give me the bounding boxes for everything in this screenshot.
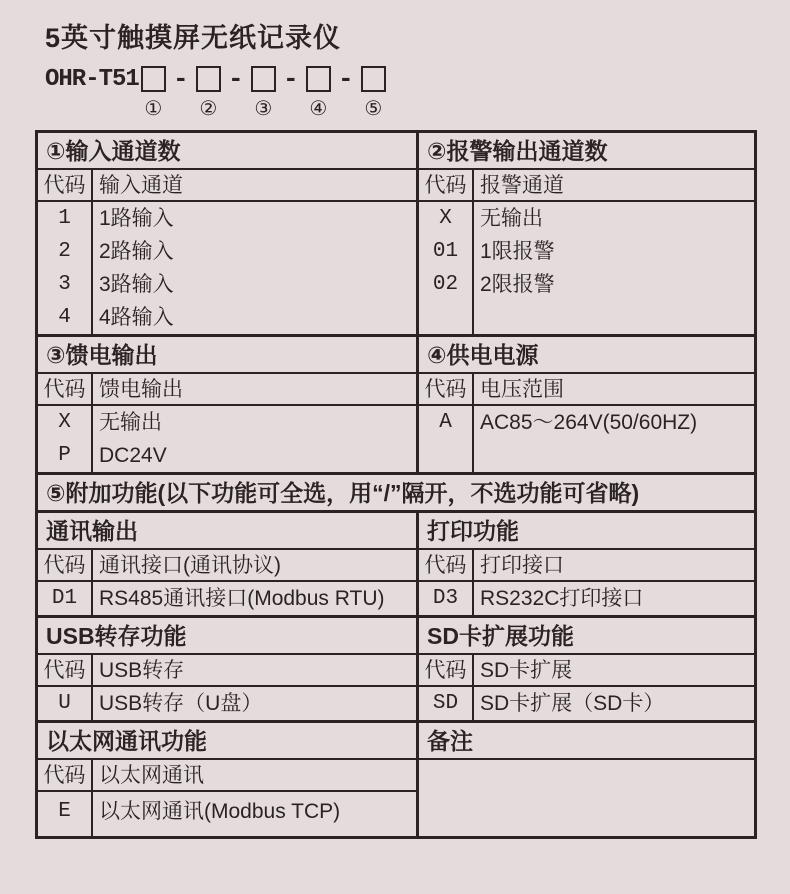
section-sd-expansion	[419, 618, 754, 720]
column-header-row	[419, 550, 754, 582]
code-box-4	[306, 66, 331, 92]
code-column	[38, 406, 93, 472]
section-rows	[38, 687, 416, 720]
desc-column-header: 打印接口	[480, 554, 564, 577]
code-column	[38, 582, 93, 615]
code-value: P	[58, 444, 71, 467]
code-column	[419, 406, 474, 472]
column-header-row	[419, 170, 754, 202]
code-column	[38, 202, 93, 334]
position-label-3: ③	[254, 96, 273, 120]
code-box-2	[196, 66, 221, 92]
section-rows	[419, 406, 754, 472]
code-value: 1	[58, 207, 71, 230]
code-column-header: 代码	[38, 550, 93, 580]
section-rows	[38, 406, 416, 472]
desc-value: 2限报警	[480, 273, 555, 296]
position-label-1: ①	[144, 96, 163, 120]
position-label-4: ④	[309, 96, 328, 120]
section-rows	[419, 202, 754, 334]
desc-column-header: SD卡扩展	[480, 659, 573, 682]
code-column	[419, 582, 474, 615]
code-column	[419, 687, 474, 720]
desc-value: 3路输入	[99, 273, 174, 296]
section-input-channels	[38, 133, 419, 334]
section-title: ①输入通道数	[38, 133, 416, 170]
column-header-row	[38, 550, 416, 582]
section-title: ②报警输出通道数	[419, 133, 754, 170]
page-title: 5英寸触摸屏无纸记录仪	[45, 23, 342, 53]
code-value: X	[439, 207, 452, 230]
desc-column	[93, 792, 416, 836]
desc-column	[93, 406, 416, 472]
code-column-header: 代码	[38, 170, 93, 200]
desc-value: 无输出	[480, 207, 543, 230]
section-remarks	[419, 723, 754, 836]
desc-value: 1路输入	[99, 207, 174, 230]
code-column	[419, 202, 474, 334]
section-print-function	[419, 513, 754, 615]
section-alarm-channels	[419, 133, 754, 334]
code-slot-4	[306, 66, 331, 119]
code-column-header: 代码	[38, 374, 93, 404]
code-value: E	[58, 800, 71, 823]
dash-separator: -	[228, 64, 244, 94]
code-column-header: 代码	[419, 170, 474, 200]
section-title: 备注	[419, 723, 754, 760]
addon-functions-header: ⑤附加功能(以下功能可全选，用“/”隔开，不选功能可省略)	[38, 475, 754, 513]
section-title: 通讯输出	[38, 513, 416, 550]
code-column-header: 代码	[419, 550, 474, 580]
desc-column	[474, 582, 754, 615]
position-label-5: ⑤	[364, 96, 383, 120]
desc-value: 以太网通讯(Modbus TCP)	[99, 800, 341, 823]
desc-value: SD卡扩展（SD卡）	[480, 692, 665, 715]
code-column-header: 代码	[419, 655, 474, 685]
code-value: 01	[432, 240, 459, 263]
column-header-row	[38, 374, 416, 406]
section-title: 以太网通讯功能	[38, 723, 416, 760]
desc-column	[474, 687, 754, 720]
code-column-header: 代码	[419, 374, 474, 404]
desc-column-header: 馈电输出	[99, 378, 183, 401]
desc-column	[474, 202, 754, 334]
desc-value: 2路输入	[99, 240, 174, 263]
remarks-empty-area	[419, 760, 754, 836]
code-slot-3	[251, 66, 276, 119]
section-power-supply	[419, 337, 754, 472]
section-title: 打印功能	[419, 513, 754, 550]
desc-column-header: 报警通道	[480, 174, 564, 197]
code-value: 3	[58, 273, 71, 296]
desc-value: AC85～264V(50/60HZ)	[480, 411, 698, 434]
model-prefix: OHR-T51	[45, 66, 139, 93]
code-column	[38, 792, 93, 836]
desc-value: 4路输入	[99, 306, 174, 329]
table-row-pair-1	[38, 133, 754, 337]
column-header-row	[419, 374, 754, 406]
ordering-spec-table	[35, 130, 757, 839]
desc-column-header: 电压范围	[480, 378, 564, 401]
code-value: X	[58, 411, 71, 434]
table-row-pair-5	[38, 723, 754, 836]
code-value: SD	[432, 692, 459, 715]
desc-column-header: 通讯接口(通讯协议)	[99, 554, 281, 577]
code-column-header: 代码	[38, 760, 93, 790]
desc-value: RS485通讯接口(Modbus RTU)	[99, 587, 385, 610]
code-box-5	[361, 66, 386, 92]
code-value: D3	[432, 587, 459, 610]
code-slot-5	[361, 66, 386, 119]
section-rows	[419, 582, 754, 615]
code-value: U	[58, 692, 71, 715]
section-title: USB转存功能	[38, 618, 416, 655]
section-rows	[38, 202, 416, 334]
code-value: 2	[58, 240, 71, 263]
desc-value: 1限报警	[480, 240, 555, 263]
section-ethernet-comm	[38, 723, 419, 836]
code-value: 02	[432, 273, 459, 296]
desc-column-header: USB转存	[99, 659, 185, 682]
code-box-1	[141, 66, 166, 92]
code-box-3	[251, 66, 276, 92]
section-title: ④供电电源	[419, 337, 754, 374]
dash-separator: -	[283, 64, 299, 94]
desc-value: DC24V	[99, 444, 167, 467]
code-column-header: 代码	[38, 655, 93, 685]
desc-column-header: 输入通道	[99, 174, 183, 197]
desc-value: RS232C打印接口	[480, 587, 644, 610]
section-rows	[38, 792, 416, 836]
code-slot-2	[196, 66, 221, 119]
table-row-pair-3	[38, 513, 754, 618]
section-title: SD卡扩展功能	[419, 618, 754, 655]
table-row-pair-4	[38, 618, 754, 723]
column-header-row	[38, 760, 416, 792]
desc-value: USB转存（U盘）	[99, 692, 263, 715]
column-header-row	[419, 655, 754, 687]
desc-column-header: 以太网通讯	[99, 764, 204, 787]
desc-value: 无输出	[99, 411, 162, 434]
code-value: D1	[51, 587, 78, 610]
code-value: 4	[58, 306, 71, 329]
dash-separator: -	[173, 64, 189, 94]
section-comm-output	[38, 513, 419, 615]
section-rows	[38, 582, 416, 615]
section-rows	[419, 687, 754, 720]
section-usb-transfer	[38, 618, 419, 720]
column-header-row	[38, 655, 416, 687]
position-label-2: ②	[199, 96, 218, 120]
desc-column	[93, 687, 416, 720]
table-row-pair-2	[38, 337, 754, 475]
section-feed-output	[38, 337, 419, 472]
code-value: A	[439, 411, 452, 434]
desc-column	[93, 202, 416, 334]
desc-column	[474, 406, 754, 472]
code-column	[38, 687, 93, 720]
ordering-code-line	[45, 66, 386, 119]
desc-column	[93, 582, 416, 615]
section-title: ③馈电输出	[38, 337, 416, 374]
column-header-row	[38, 170, 416, 202]
dash-separator: -	[338, 64, 354, 94]
code-slot-1	[141, 66, 166, 119]
